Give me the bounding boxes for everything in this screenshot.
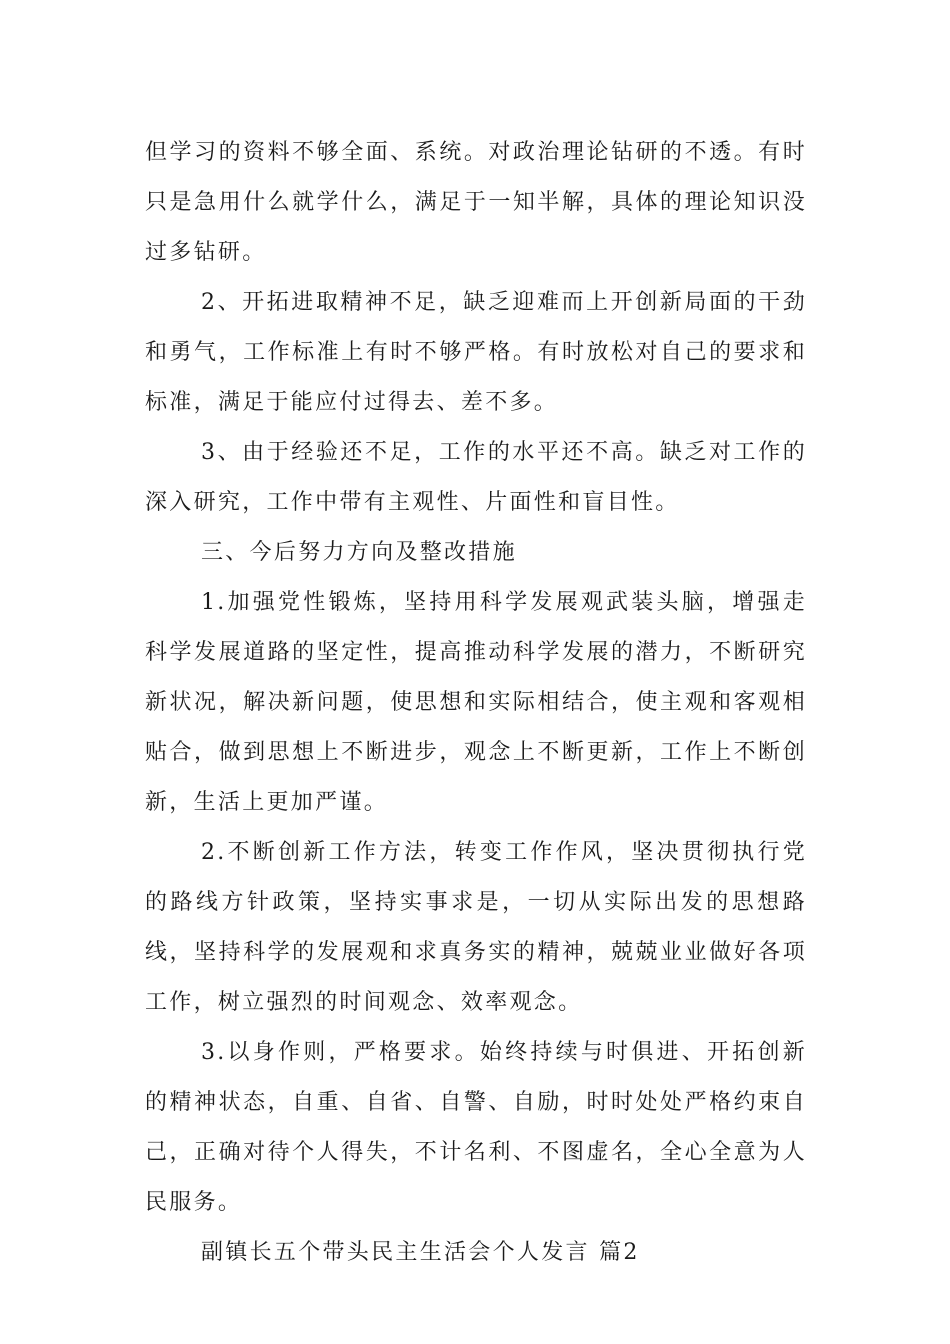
paragraph-work-methods: 2.不断创新工作方法，转变工作作风，坚决贯彻执行党的路线方针政策，坚持实事求是，一切从实际出发的思想路线，坚持科学的发展观和求真务实的精神，兢兢业业做好各项工作，树立强烈的时间观念、效率观念。 [145, 840, 807, 1015]
section-heading-rectification: 三、今后努力方向及整改措施 [201, 540, 517, 565]
paragraph-lead-by-example: 3.以身作则，严格要求。始终持续与时俱进、开拓创新的精神状态，自重、自省、自警、自励，时时处处严格约束自己，正确对待个人得失，不计名利、不图虚名，全心全意为人民服务。 [145, 1040, 807, 1215]
paragraph-experience: 3、由于经验还不足，工作的水平还不高。缺乏对工作的深入研究，工作中带有主观性、片面性和盲目性。 [145, 440, 807, 515]
document-body [145, 128, 807, 1278]
paragraph-study-materials: 但学习的资料不够全面、系统。对政治理论钻研的不透。有时只是急用什么就学什么，满足于一知半解，具体的理论知识没过多钻研。 [145, 140, 807, 265]
next-article-title: 副镇长五个带头民主生活会个人发言 篇2 [201, 1240, 640, 1265]
paragraph-pioneering-spirit: 2、开拓进取精神不足，缺乏迎难而上开创新局面的干劲和勇气，工作标准上有时不够严格。有时放松对自己的要求和标准，满足于能应付过得去、差不多。 [145, 290, 807, 415]
paragraph-party-spirit: 1.加强党性锻炼，坚持用科学发展观武装头脑，增强走科学发展道路的坚定性，提高推动科学发展的潜力，不断研究新状况，解决新问题，使思想和实际相结合，使主观和客观相贴合，做到思想上不断进步，观念上不断更新，工作上不断创新，生活上更加严谨。 [145, 590, 807, 815]
